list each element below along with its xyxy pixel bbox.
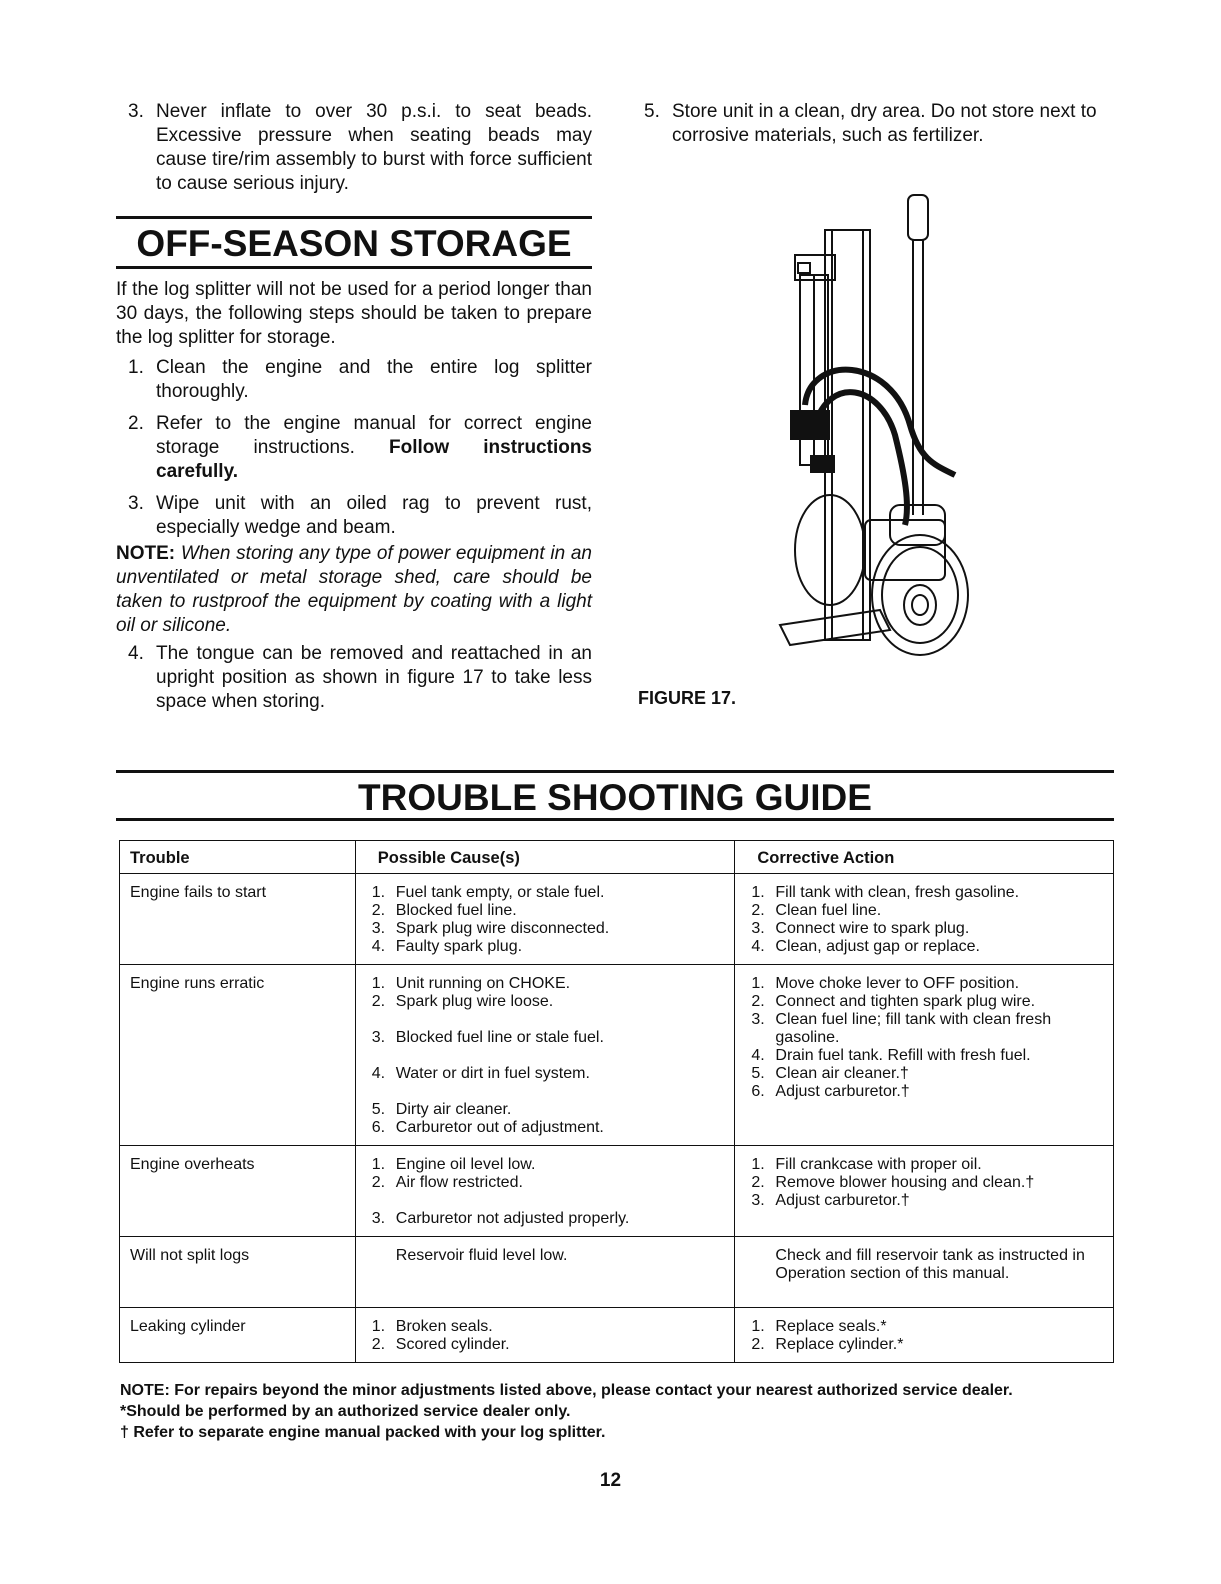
storage-note: NOTE: When storing any type of power equipment in an unventilated or metal storage shed, care should be taken to rustproof the equipment by coating with a light oil or silicone. <box>116 543 592 636</box>
actions-cell: 1. Fill crankcase with proper oil. 2. Remove blower housing and clean.† 3. Adjust carburetor.† <box>735 1146 1114 1237</box>
storage-intro: If the log splitter will not be used for a period longer than 30 days, the following steps should be taken to prepare the log splitter for storage. <box>116 279 592 348</box>
causes-cell: Reservoir fluid level low. <box>355 1237 735 1308</box>
actions-cell: 1. Fill tank with clean, fresh gasoline. 2. Clean fuel line. 3. Connect wire to spark plug. 4. Clean, adjust gap or replace. <box>735 874 1114 965</box>
note-line: † Refer to separate engine manual packed with your log splitter. <box>120 1424 606 1441</box>
trouble-table <box>119 840 1114 1363</box>
right-top-item: 5. Store unit in a clean, dry area. Do not store next to corrosive materials, such as fertilizer. <box>644 101 1097 146</box>
causes-cell: 1. Unit running on CHOKE. 2. Spark plug wire loose. 3. Blocked fuel line or stale fuel. 4. Water or dirt in fuel system. 5. Dirty air cleaner. 6. Carburetor out of adjustment. <box>355 965 735 1146</box>
trouble-cell: Will not split logs <box>120 1237 356 1308</box>
left-top-item: 3. Never inflate to over 30 p.s.i. to seat beads. Excessive pressure when seating beads may cause tire/rim assembly to burst with force sufficient to cause serious injury. <box>128 101 592 194</box>
trouble-cell: Engine fails to start <box>120 874 356 965</box>
storage-step-4-wrap <box>128 642 592 722</box>
trouble-rule-bottom <box>116 818 1114 821</box>
trouble-cell: Leaking cylinder <box>120 1308 356 1363</box>
storage-rule-bottom <box>116 266 592 269</box>
note-line: NOTE: For repairs beyond the minor adjustments listed above, please contact your nearest authorized service dealer. <box>120 1382 1013 1399</box>
trouble-cell: Engine runs erratic <box>120 965 356 1146</box>
causes-cell: 1. Broken seals. 2. Scored cylinder. <box>355 1308 735 1363</box>
trouble-rule-top <box>116 770 1114 773</box>
causes-cell: 1. Fuel tank empty, or stale fuel. 2. Blocked fuel line. 3. Spark plug wire disconnected. 4. Faulty spark plug. <box>355 874 735 965</box>
storage-step-2: 2. Refer to the engine manual for correct engine storage instructions. Follow instructions carefully. <box>128 413 593 482</box>
storage-step-4: 4. The tongue can be removed and reattached in an upright position as shown in figure 17 to take less space when storing. <box>128 643 592 712</box>
note-line: *Should be performed by an authorized service dealer only. <box>120 1403 571 1420</box>
figure-caption: FIGURE 17. <box>638 688 737 708</box>
header-causes: Possible Cause(s) <box>355 841 735 874</box>
trouble-title: TROUBLE SHOOTING GUIDE <box>358 777 872 818</box>
storage-step-3: 3. Wipe unit with an oiled rag to prevent rust, especially wedge and beam. <box>128 493 592 538</box>
table-header-row <box>120 841 1114 874</box>
header-trouble: Trouble <box>120 841 356 874</box>
actions-cell: 1. Replace seals.* 2. Replace cylinder.* <box>735 1308 1114 1363</box>
causes-cell: 1. Engine oil level low. 2. Air flow restricted. 3. Carburetor not adjusted properly. <box>355 1146 735 1237</box>
actions-cell: Check and fill reservoir tank as instructed in Operation section of this manual. <box>735 1237 1114 1308</box>
page-number: 12 <box>599 1470 622 1491</box>
table-row <box>120 965 1114 1146</box>
table-row <box>120 1146 1114 1237</box>
storage-rule-top <box>116 216 592 219</box>
trouble-cell: Engine overheats <box>120 1146 356 1237</box>
table-row <box>120 874 1114 965</box>
storage-step-1: 1. Clean the engine and the entire log splitter thoroughly. <box>128 357 592 402</box>
table-row <box>120 1308 1114 1363</box>
log-splitter-illustration <box>770 185 970 660</box>
storage-title: OFF-SEASON STORAGE <box>136 223 572 264</box>
storage-steps <box>128 356 592 542</box>
header-action: Corrective Action <box>735 841 1114 874</box>
actions-cell: 1. Move choke lever to OFF position. 2. Connect and tighten spark plug wire. 3. Clean fuel line; fill tank with clean fresh gasoline. 4. Drain fuel tank. Refill with fresh fuel. 5. Clean air cleaner.† 6. Adjust carburetor.† <box>735 965 1114 1146</box>
footnotes <box>120 1380 1013 1443</box>
table-row <box>120 1237 1114 1308</box>
